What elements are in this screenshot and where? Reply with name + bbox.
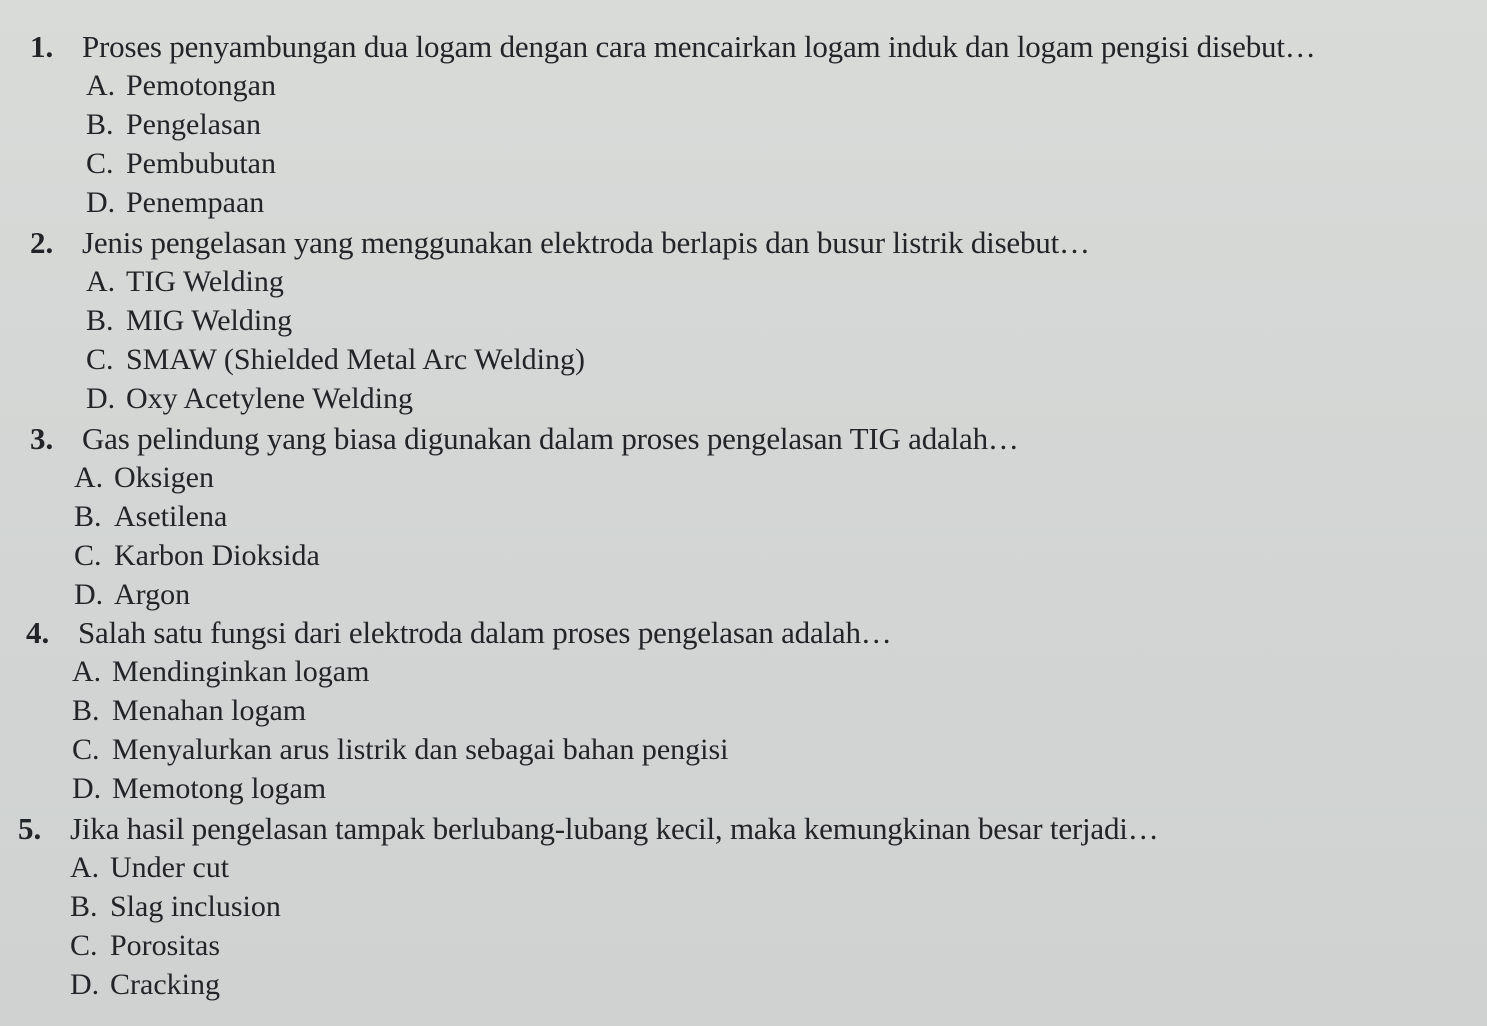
option-letter: C. (72, 733, 100, 766)
option-letter: A. (70, 851, 100, 884)
question-number: 1. (30, 29, 54, 64)
question-text: Jenis pengelasan yang menggunakan elektroda berlapis dan busur listrik disebut… (82, 225, 1090, 260)
question-stem (30, 224, 1470, 262)
option-letter: C. (86, 343, 114, 376)
question-5 (18, 810, 1458, 1004)
question-stem (30, 28, 1470, 66)
option-d (86, 183, 1470, 222)
option-text: Argon (114, 578, 191, 611)
question-number: 2. (30, 225, 54, 260)
option-letter: D. (72, 772, 102, 805)
option-text: MIG Welding (126, 304, 293, 337)
option-letter: C. (74, 539, 102, 572)
question-text: Jika hasil pengelasan tampak berlubang-lubang kecil, maka kemungkinan besar terjadi… (70, 811, 1159, 846)
option-b (72, 691, 1466, 730)
option-letter: B. (74, 500, 102, 533)
question-number: 5. (18, 811, 42, 846)
option-letter: D. (74, 578, 104, 611)
option-a (86, 262, 1470, 301)
option-a (70, 848, 1458, 887)
question-4 (26, 614, 1466, 808)
option-text: Penempaan (126, 186, 265, 219)
option-letter: C. (86, 147, 114, 180)
option-letter: D. (70, 968, 100, 1001)
option-c (86, 144, 1470, 183)
question-number: 4. (26, 615, 50, 650)
option-text: Asetilena (114, 500, 228, 533)
option-b (74, 497, 1470, 536)
option-letter: A. (72, 655, 102, 688)
option-letter: B. (70, 890, 98, 923)
question-stem (26, 614, 1466, 652)
option-text: Menyalurkan arus listrik dan sebagai bahan pengisi (112, 733, 729, 766)
option-a (74, 458, 1470, 497)
option-text: Mendinginkan logam (112, 655, 370, 688)
option-text: Under cut (110, 851, 230, 884)
question-text: Proses penyambungan dua logam dengan cara mencairkan logam induk dan logam pengisi disebut… (82, 29, 1316, 64)
option-d (70, 965, 1458, 1004)
option-c (70, 926, 1458, 965)
option-list (86, 66, 1470, 222)
option-list (72, 652, 1466, 808)
option-text: Menahan logam (112, 694, 307, 727)
option-text: Oksigen (114, 461, 214, 494)
question-2 (30, 224, 1470, 418)
option-text: SMAW (Shielded Metal Arc Welding) (126, 343, 586, 376)
option-letter: A. (86, 69, 116, 102)
option-c (86, 340, 1470, 379)
option-a (72, 652, 1466, 691)
option-list (70, 848, 1458, 1004)
question-stem (30, 420, 1470, 458)
option-text: Pemotongan (126, 69, 276, 102)
option-d (72, 769, 1466, 808)
option-a (86, 66, 1470, 105)
option-letter: A. (74, 461, 104, 494)
option-text: Karbon Dioksida (114, 539, 320, 572)
option-b (70, 887, 1458, 926)
question-3 (30, 420, 1470, 614)
option-d (86, 379, 1470, 418)
option-c (72, 730, 1466, 769)
option-text: Cracking (110, 968, 220, 1001)
option-text: Pembubutan (126, 147, 276, 180)
option-text: Pengelasan (126, 108, 261, 141)
option-letter: B. (72, 694, 100, 727)
question-stem (18, 810, 1458, 848)
option-letter: B. (86, 304, 114, 337)
option-d (74, 575, 1470, 614)
question-1 (30, 28, 1470, 222)
option-text: Oxy Acetylene Welding (126, 382, 413, 415)
option-text: Porositas (110, 929, 221, 962)
option-letter: D. (86, 382, 116, 415)
option-letter: C. (70, 929, 98, 962)
option-list (86, 262, 1470, 418)
option-letter: D. (86, 186, 116, 219)
question-text: Gas pelindung yang biasa digunakan dalam proses pengelasan TIG adalah… (82, 421, 1019, 456)
question-number: 3. (30, 421, 54, 456)
option-text: Memotong logam (112, 772, 327, 805)
question-text: Salah satu fungsi dari elektroda dalam proses pengelasan adalah… (78, 615, 892, 650)
option-b (86, 105, 1470, 144)
option-text: TIG Welding (126, 265, 284, 298)
option-text: Slag inclusion (110, 890, 281, 923)
option-b (86, 301, 1470, 340)
option-list (74, 458, 1470, 614)
option-c (74, 536, 1470, 575)
option-letter: B. (86, 108, 114, 141)
option-letter: A. (86, 265, 116, 298)
